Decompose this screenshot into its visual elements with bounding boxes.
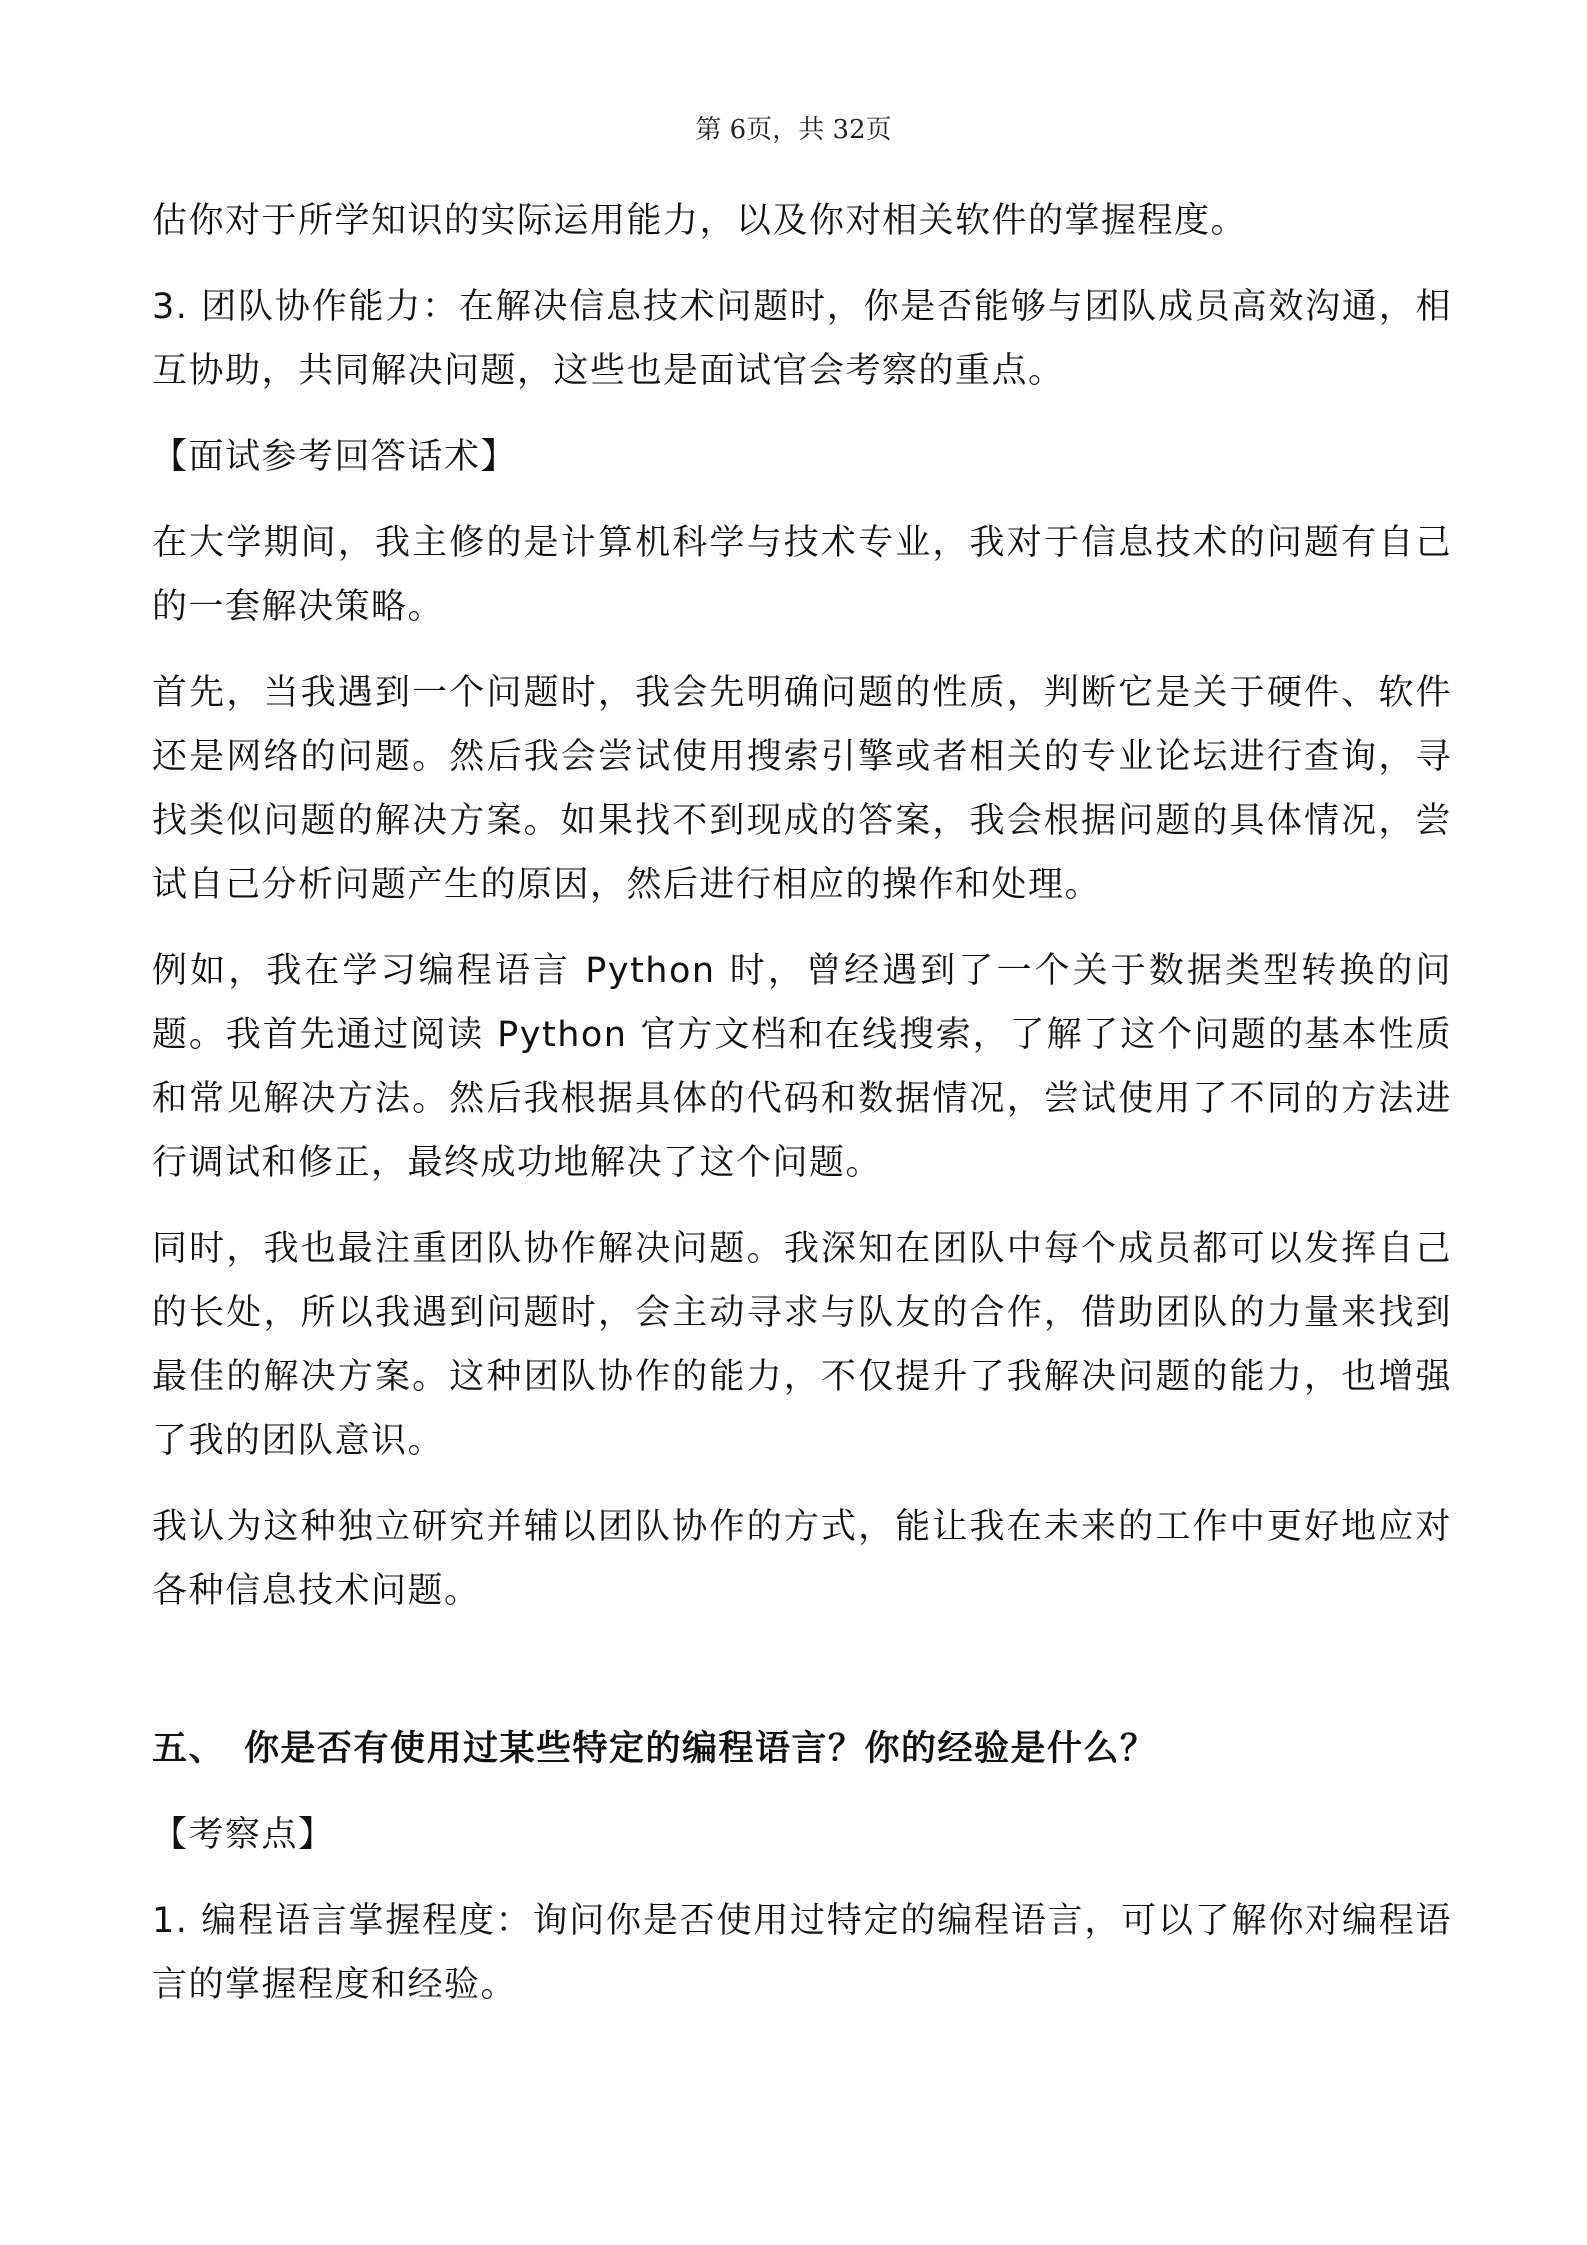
paragraph-teamwork-point: 3. 团队协作能力：在解决信息技术问题时，你是否能够与团队成员高效沟通，相互协助，共同解决问题，这些也是面试官会考察的重点。 xyxy=(152,287,1452,391)
document-body xyxy=(152,189,1452,2039)
paragraph-answer-conclusion: 我认为这种独立研究并辅以团队协作的方式，能让我在未来的工作中更好地应对各种信息技术问题。 xyxy=(152,1507,1452,1611)
section-heading xyxy=(152,1717,1452,1781)
paragraph-continuation: 估你对于所学知识的实际运用能力，以及你对相关软件的掌握程度。 xyxy=(152,201,1248,241)
section-title: 你是否有使用过某些特定的编程语言？你的经验是什么？ xyxy=(244,1729,1157,1769)
paragraph-answer-label: 【面试参考回答话术】 xyxy=(152,437,518,477)
paragraph-answer-example: 例如，我在学习编程语言 Python 时，曾经遇到了一个关于数据类型转换的问题。我首先通过阅读 Python 官方文档和在线搜索，了解了这个问题的基本性质和常见解决方法。然后我根据具体的代码和数据情况，尝试使用了不同的方法进行调试和修正，最终成功地解决了这个问题。 xyxy=(152,951,1452,1183)
paragraph-exam-points-label: 【考察点】 xyxy=(152,1815,335,1855)
page-indicator: 第 6页，共 32页 xyxy=(695,115,892,145)
paragraph-exam-point-1: 1. 编程语言掌握程度：询问你是否使用过特定的编程语言，可以了解你对编程语言的掌握程度和经验。 xyxy=(152,1901,1452,2005)
paragraph-answer-first: 首先，当我遇到一个问题时，我会先明确问题的性质，判断它是关于硬件、软件还是网络的问题。然后我会尝试使用搜索引擎或者相关的专业论坛进行查询，寻找类似问题的解决方案。如果找不到现成的答案，我会根据问题的具体情况，尝试自己分析问题产生的原因，然后进行相应的操作和处理。 xyxy=(152,673,1452,905)
paragraph-answer-intro: 在大学期间，我主修的是计算机科学与技术专业，我对于信息技术的问题有自己的一套解决策略。 xyxy=(152,523,1452,627)
section-number: 五、 xyxy=(152,1729,226,1769)
paragraph-answer-teamwork: 同时，我也最注重团队协作解决问题。我深知在团队中每个成员都可以发挥自己的长处，所以我遇到问题时，会主动寻求与队友的合作，借助团队的力量来找到最佳的解决方案。这种团队协作的能力，不仅提升了我解决问题的能力，也增强了我的团队意识。 xyxy=(152,1229,1452,1461)
